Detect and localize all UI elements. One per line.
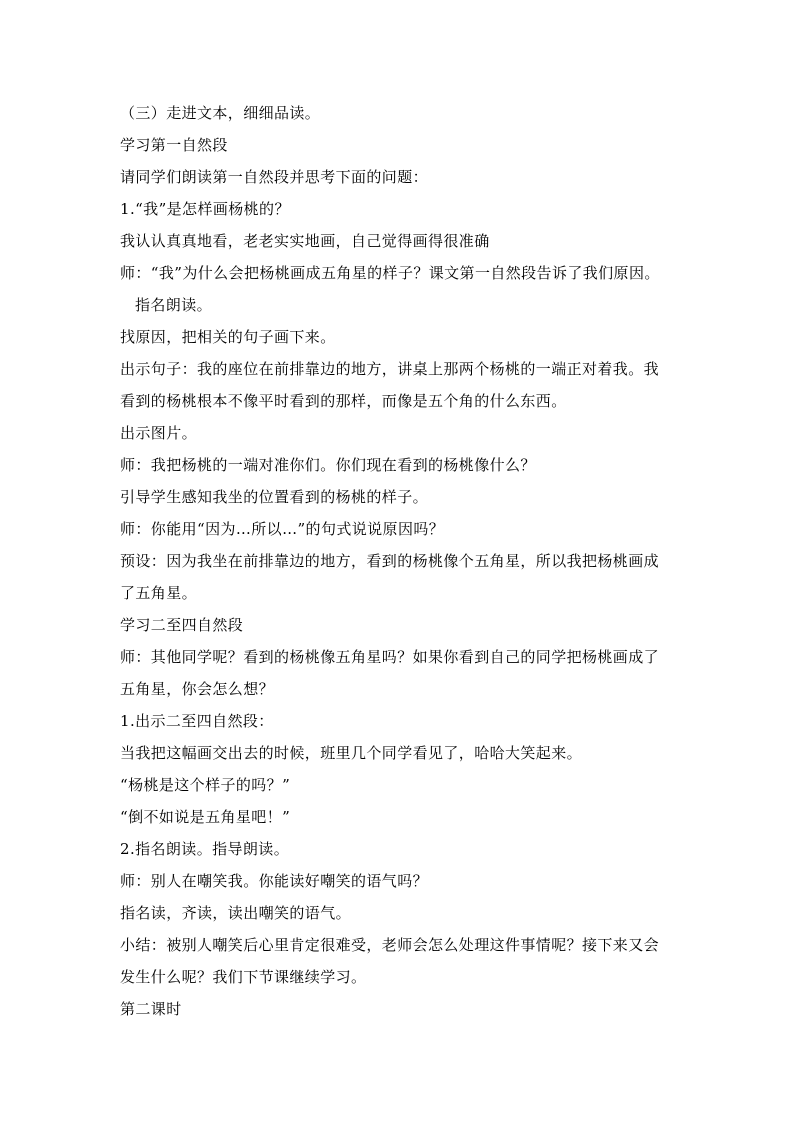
paragraph-line: 1.出示二至四自然段： [120,712,274,730]
paragraph-line: 指名读，齐读，读出嘲笑的语气。 [120,904,352,922]
paragraph-line: 师：你能用“因为…所以…”的句式说说原因吗？ [120,520,445,538]
paragraph-line: 发生什么呢？我们下节课继续学习。 [120,968,367,986]
paragraph-line: 2.指名朗读。指导朗读。 [120,840,290,858]
section-heading: （三）走进文本，细细品读。 [120,104,321,122]
paragraph-line: 引导学生感知我坐的位置看到的杨桃的样子。 [120,488,429,506]
subheading: 学习第一自然段 [120,136,228,154]
paragraph-line: 师：我把杨桃的一端对准你们。你们现在看到的杨桃像什么？ [120,456,536,474]
section-heading: 第二课时 [120,1000,182,1018]
paragraph-line: 请同学们朗读第一自然段并思考下面的问题： [120,168,429,186]
quote-line: “杨桃是这个样子的吗？” [120,776,291,794]
paragraph-line: 出示句子：我的座位在前排靠边的地方，讲桌上那两个杨桃的一端正对着我。我 [120,360,660,378]
paragraph-line: 五角星，你会怎么想？ [120,680,275,698]
paragraph-line: 1.“我”是怎样画杨桃的？ [120,200,290,218]
paragraph-line: 师：其他同学呢？看到的杨桃像五角星吗？如果你看到自己的同学把杨桃画成了 [120,648,660,666]
paragraph-line: 预设：因为我坐在前排靠边的地方，看到的杨桃像个五角星，所以我把杨桃画成 [120,552,660,570]
quote-line: “倒不如说是五角星吧！” [120,808,291,826]
paragraph-line: 小结：被别人嘲笑后心里肯定很难受，老师会怎么处理这件事情呢？接下来又会 [120,936,660,954]
paragraph-line: 师：别人在嘲笑我。你能读好嘲笑的语气吗？ [120,872,429,890]
paragraph-line: 看到的杨桃根本不像平时看到的那样，而像是五个角的什么东西。 [120,392,567,410]
paragraph-line: 指名朗读。 [135,296,213,314]
paragraph-line: 我认认真真地看，老老实实地画，自己觉得画得很准确 [120,232,490,250]
paragraph-line: 当我把这幅画交出去的时候，班里几个同学看见了，哈哈大笑起来。 [120,744,583,762]
paragraph-line: 出示图片。 [120,424,198,442]
paragraph-line: 师：“我”为什么会把杨桃画成五角星的样子？课文第一自然段告诉了我们原因。 [120,264,660,282]
paragraph-line: 了五角星。 [120,584,198,602]
subheading: 学习二至四自然段 [120,616,244,634]
paragraph-line: 找原因，把相关的句子画下来。 [120,328,336,346]
